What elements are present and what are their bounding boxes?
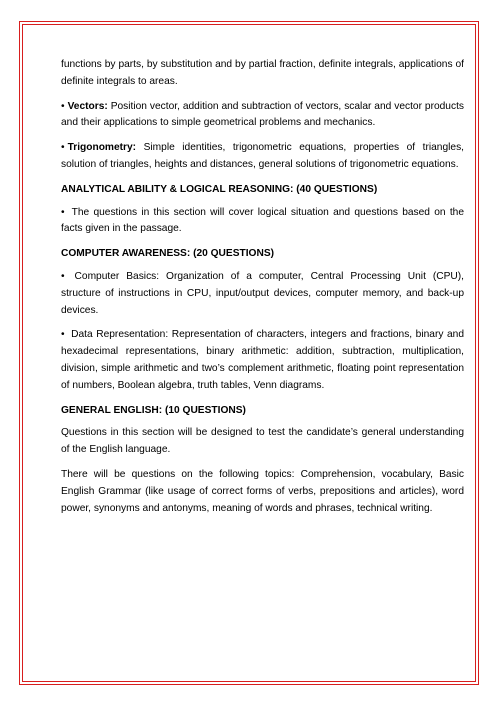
- english-paragraph-1: Questions in this section will be designed to test the candidate’s general understanding of the English language.: [61, 427, 464, 456]
- english-heading: GENERAL ENGLISH: (10 QUESTIONS): [61, 404, 246, 416]
- bullet-icon: •: [61, 329, 65, 341]
- analytical-text: The questions in this section will cover logical situation and questions based on the facts given in the passage.: [61, 206, 464, 235]
- trigonometry-term: Trigonometry:: [67, 142, 137, 154]
- bullet-icon: •: [61, 142, 65, 154]
- english-paragraph-2: There will be questions on the following topics: Comprehension, vocabulary, Basic English Grammar (like usage of correct forms of verbs, prepositions and articles), word power, synonyms and antonyms, meaning of words and phrases, technical writing.: [61, 468, 464, 514]
- bullet-icon: •: [61, 270, 65, 282]
- data-representation-text: Data Representation: Representation of characters, integers and fractions, binary and hexadecimal representations, binary arithmetic: addition, subtraction, multiplication, division, simple arithmetic and two’s complement arithmetic, floating point representation of numbers, Boolean algebra, truth tables, Venn diagrams.: [61, 329, 464, 391]
- analytical-item: [61, 205, 464, 239]
- bullet-icon: •: [61, 100, 65, 112]
- computer-basics-text: Computer Basics: Organization of a computer, Central Processing Unit (CPU), structure of instructions in CPU, input/output devices, computer memory, and back-up devices.: [61, 270, 464, 316]
- vectors-item: [61, 99, 464, 133]
- vectors-term: Vectors:: [67, 100, 108, 112]
- computer-basics-item: [61, 269, 464, 319]
- vectors-text: Position vector, addition and subtraction of vectors, scalar and vector products and their applications to simple geometrical problems and mechanics.: [61, 100, 464, 129]
- analytical-heading: ANALYTICAL ABILITY & LOGICAL REASONING: (40 QUESTIONS): [61, 183, 378, 195]
- computer-heading: COMPUTER AWARENESS: (20 QUESTIONS): [61, 248, 275, 260]
- intro-paragraph: functions by parts, by substitution and by partial fraction, definite integrals, applications of definite integrals to areas.: [61, 59, 464, 87]
- data-representation-item: [61, 327, 464, 394]
- bullet-icon: •: [61, 206, 65, 218]
- trigonometry-text: Simple identities, trigonometric equations, properties of triangles, solution of triangles, heights and distances, general solutions of trigonometric equations.: [61, 142, 464, 170]
- document-body: [61, 57, 464, 525]
- trigonometry-item: [61, 140, 464, 174]
